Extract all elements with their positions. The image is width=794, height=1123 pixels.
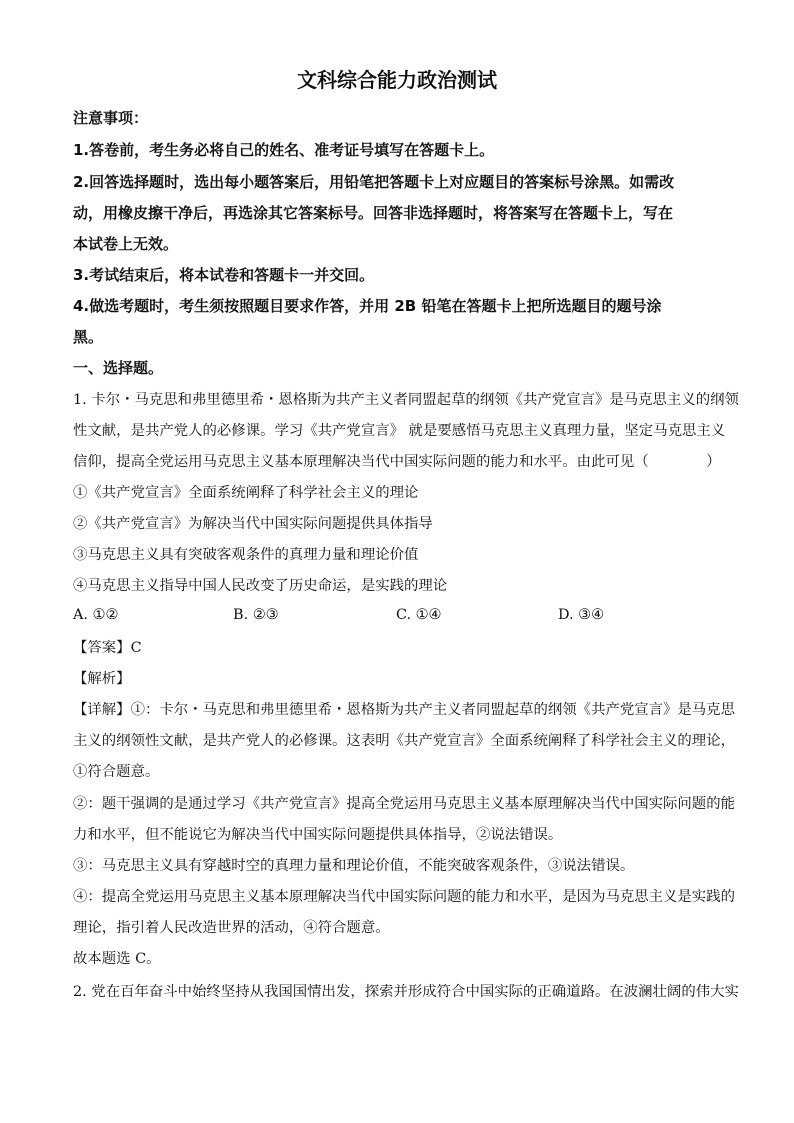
answer-label: 【答案】C: [73, 640, 142, 656]
analysis-label: 【解析】: [73, 671, 131, 687]
question-stem-line: 2. 党在百年奋斗中始终坚持从我国国情出发，探索并形成符合中国实际的正确道路。在波澜壮阔的伟大实: [73, 984, 739, 1000]
section-heading: 一、选择题。: [73, 359, 164, 377]
explanation-line: 【详解】①：卡尔・马克思和弗里德里希・恩格斯为共产主义者同盟起草的纲领《共产党宣言》是马克思: [73, 702, 735, 718]
explanation-line: ④：提高全党运用马克思主义基本原理解决当代中国实际问题的能力和水平，是因为马克思主义是实践的: [73, 889, 735, 905]
question-stem-line: 1. 卡尔・马克思和弗里德里希・恩格斯为共产主义者同盟起草的纲领《共产党宣言》是马克思主义的纲领: [73, 392, 739, 408]
question-stem-line: 性文献，是共产党人的必修课。学习《共产党宣言》 就是要感悟马克思主义真理力量，坚定马克思主义: [73, 423, 726, 439]
notice-line: 本试卷上无效。: [73, 235, 179, 253]
statement-item: ④马克思主义指导中国人民改变了历史命运，是实践的理论: [73, 578, 448, 594]
notice-line: 3.考试结束后，将本试卷和答题卡一并交回。: [73, 266, 375, 284]
option-c: C. ①④: [396, 607, 442, 623]
statement-item: ①《共产党宣言》全面系统阐释了科学社会主义的理论: [73, 485, 419, 501]
option-b: B. ②③: [233, 607, 279, 623]
statement-item: ③马克思主义具有突破客观条件的真理力量和理论价值: [73, 547, 419, 563]
notice-line: 4.做选考题时，考生须按照题目要求作答，并用 2B 铅笔在答题卡上把所选题目的题号涂: [73, 297, 662, 315]
explanation-line: 理论，指引着人民改造世界的活动，④符合题意。: [73, 920, 390, 936]
explanation-line: 故本题选 C。: [73, 951, 161, 967]
page-title: 文科综合能力政治测试: [297, 68, 497, 92]
answer-options: [73, 607, 723, 627]
option-a: A. ①②: [73, 607, 119, 623]
notice-line: 黑。: [73, 328, 104, 346]
explanation-line: 力和水平，但不能说它为解决当代中国实际问题提供具体指导，②说法错误。: [73, 827, 563, 843]
explanation-line: ③：马克思主义具有穿越时空的真理力量和理论价值，不能突破客观条件，③说法错误。: [73, 858, 635, 874]
option-d: D. ③④: [558, 607, 604, 623]
explanation-line: ①符合题意。: [73, 764, 160, 780]
explanation-line: ②：题干强调的是通过学习《共产党宣言》提高全党运用马克思主义基本原理解决当代中国实际问题的能: [73, 796, 735, 812]
explanation-line: 主义的纲领性文献，是共产党人的必修课。这表明《共产党宣言》全面系统阐释了科学社会主义的理论，: [73, 733, 735, 749]
notice-line: 动，用橡皮擦干净后，再选涂其它答案标号。回答非选择题时，将答案写在答题卡上，写在: [73, 204, 674, 222]
question-stem-line: 信仰，提高全党运用马克思主义基本原理解决当代中国实际问题的能力和水平。由此可见（ ）: [73, 454, 721, 470]
notice-line: 2.回答选择题时，选出每小题答案后，用铅笔把答题卡上对应题目的答案标号涂黑。如需改: [73, 173, 675, 191]
notice-line: 1.答卷前，考生务必将自己的姓名、准考证号填写在答题卡上。: [73, 141, 495, 159]
statement-item: ②《共产党宣言》为解决当代中国实际问题提供具体指导: [73, 516, 433, 532]
notice-heading: 注意事项：: [73, 109, 149, 127]
